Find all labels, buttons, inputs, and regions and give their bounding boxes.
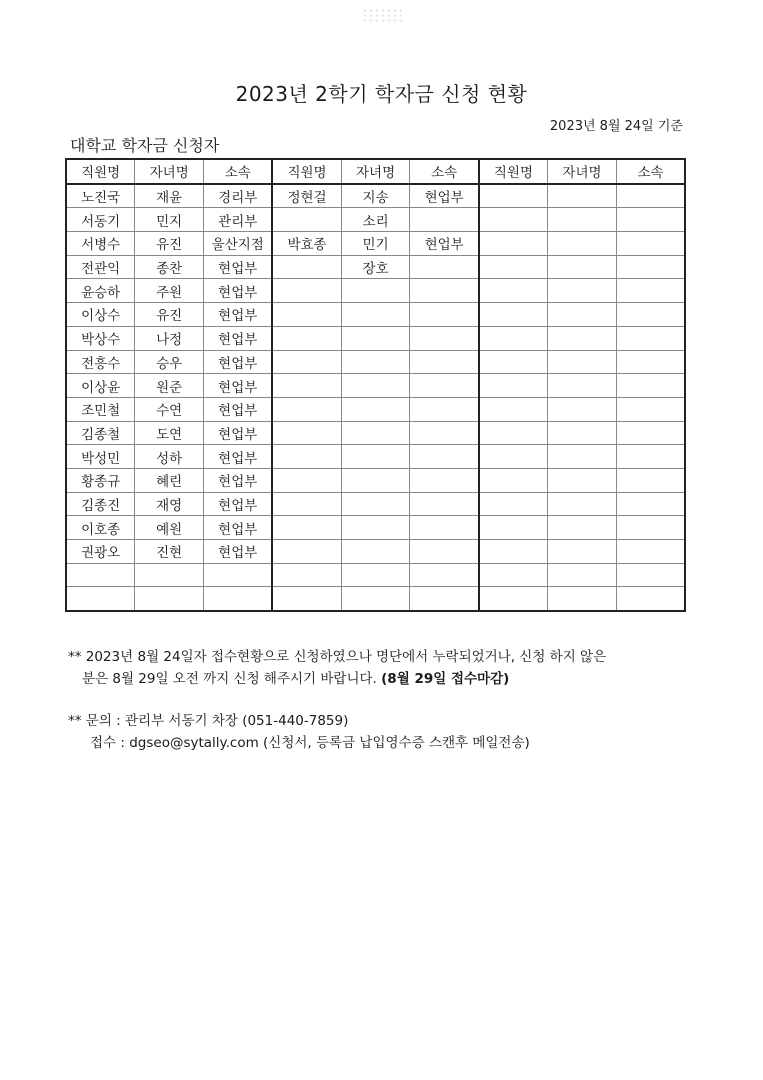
- notice-line-1: ** 2023년 8월 24일자 접수현황으로 신청하였으나 명단에서 누락되었거나, 신청 하지 않은: [68, 649, 607, 665]
- table-cell: [548, 468, 617, 492]
- submission-line: 접수 : dgseo@sytally.com (신청서, 등록금 납입영수증 스캔후 메일전송): [90, 735, 530, 751]
- table-cell: 서동기: [66, 208, 135, 232]
- table-cell: [616, 540, 685, 564]
- table-row: [66, 563, 685, 587]
- table-cell: [479, 208, 548, 232]
- table-cell: [616, 255, 685, 279]
- table-cell: [66, 563, 135, 587]
- table-cell: [341, 492, 410, 516]
- notice-deadline: [68, 646, 606, 690]
- table-cell: [479, 255, 548, 279]
- table-cell: [616, 397, 685, 421]
- table-row: [66, 374, 685, 398]
- table-cell: [479, 540, 548, 564]
- table-cell: 이호종: [66, 516, 135, 540]
- notice-line-2: [68, 668, 606, 690]
- reference-date: 2023년 8월 24일 기준: [549, 119, 683, 134]
- table-cell: 소리: [341, 208, 410, 232]
- table-cell: [616, 374, 685, 398]
- column-header: 자녀명: [341, 159, 410, 184]
- table-cell: [410, 326, 479, 350]
- applicant-table: [65, 158, 686, 612]
- table-cell: [616, 563, 685, 587]
- table-cell: [341, 374, 410, 398]
- table-row: [66, 587, 685, 611]
- table-cell: 원준: [135, 374, 204, 398]
- table-cell: 혜린: [135, 468, 204, 492]
- table-cell: 조민철: [66, 397, 135, 421]
- table-cell: 현업부: [204, 255, 273, 279]
- table-cell: 지송: [341, 184, 410, 208]
- table-cell: [272, 208, 341, 232]
- table-cell: [479, 279, 548, 303]
- table-cell: 예원: [135, 516, 204, 540]
- table-cell: [272, 421, 341, 445]
- table-cell: [410, 255, 479, 279]
- table-cell: [272, 303, 341, 327]
- notice-line-2-text: 분은 8월 29일 오전 까지 신청 해주시기 바랍니다.: [82, 671, 382, 687]
- table-cell: [548, 208, 617, 232]
- table-cell: [341, 326, 410, 350]
- table-cell: [341, 303, 410, 327]
- table-cell: [548, 255, 617, 279]
- table-cell: [410, 587, 479, 611]
- table-cell: 진현: [135, 540, 204, 564]
- table-cell: 현업부: [204, 492, 273, 516]
- table-cell: [548, 492, 617, 516]
- table-cell: [272, 350, 341, 374]
- table-row: [66, 397, 685, 421]
- table-row: [66, 279, 685, 303]
- table-cell: [479, 232, 548, 256]
- table-cell: [204, 563, 273, 587]
- table-cell: [410, 303, 479, 327]
- table-cell: [341, 350, 410, 374]
- table-cell: 박상수: [66, 326, 135, 350]
- table-cell: [616, 208, 685, 232]
- table-cell: [616, 279, 685, 303]
- table-row: [66, 255, 685, 279]
- table-cell: 현업부: [204, 421, 273, 445]
- table-cell: 박효종: [272, 232, 341, 256]
- scan-smudge: [362, 8, 402, 22]
- table-cell: [341, 468, 410, 492]
- table-cell: [272, 279, 341, 303]
- table-cell: [479, 421, 548, 445]
- table-cell: [548, 232, 617, 256]
- table-cell: [616, 421, 685, 445]
- table-cell: [135, 563, 204, 587]
- table-cell: 정현걸: [272, 184, 341, 208]
- column-header: 소속: [204, 159, 273, 184]
- table-cell: 현업부: [204, 374, 273, 398]
- table-cell: [272, 397, 341, 421]
- notice-contact: [68, 710, 530, 754]
- table-row: [66, 326, 685, 350]
- table-cell: [479, 350, 548, 374]
- table-cell: [479, 326, 548, 350]
- table-cell: [548, 540, 617, 564]
- table-cell: [272, 587, 341, 611]
- table-cell: [272, 563, 341, 587]
- table-row: [66, 184, 685, 208]
- table-cell: [548, 563, 617, 587]
- table-cell: [410, 421, 479, 445]
- table-row: [66, 421, 685, 445]
- table-row: [66, 350, 685, 374]
- table-cell: 민기: [341, 232, 410, 256]
- table-cell: [616, 516, 685, 540]
- table-cell: [616, 468, 685, 492]
- table-cell: 승우: [135, 350, 204, 374]
- contact-line: ** 문의 : 관리부 서동기 차장 (051-440-7859): [68, 713, 349, 729]
- table-cell: [479, 184, 548, 208]
- table-cell: 현업부: [204, 468, 273, 492]
- column-header: 직원명: [479, 159, 548, 184]
- table-cell: 민지: [135, 208, 204, 232]
- deadline-emphasis: (8월 29일 접수마감): [381, 671, 510, 687]
- table-header-row: [66, 159, 685, 184]
- table-cell: 수연: [135, 397, 204, 421]
- table-cell: 울산지점: [204, 232, 273, 256]
- table-cell: 박성민: [66, 445, 135, 469]
- table-cell: [616, 184, 685, 208]
- column-header: 직원명: [66, 159, 135, 184]
- table-cell: [548, 445, 617, 469]
- document-title: 2023년 2학기 학자금 신청 현황: [235, 82, 528, 106]
- table-cell: [272, 492, 341, 516]
- table-cell: [410, 492, 479, 516]
- table-cell: [479, 468, 548, 492]
- section-title: 대학교 학자금 신청자: [70, 136, 220, 155]
- table-cell: 유진: [135, 232, 204, 256]
- table-cell: [479, 374, 548, 398]
- table-cell: [616, 492, 685, 516]
- table-cell: [548, 374, 617, 398]
- table-cell: [410, 208, 479, 232]
- table-cell: [548, 516, 617, 540]
- table-cell: 현업부: [204, 350, 273, 374]
- table-cell: [479, 445, 548, 469]
- table-cell: [410, 540, 479, 564]
- table-cell: [410, 563, 479, 587]
- table-cell: 경리부: [204, 184, 273, 208]
- table-cell: [479, 587, 548, 611]
- table-cell: [548, 421, 617, 445]
- table-cell: 종찬: [135, 255, 204, 279]
- table-cell: [272, 255, 341, 279]
- table-cell: 현업부: [410, 184, 479, 208]
- table-cell: [410, 374, 479, 398]
- table-cell: [616, 303, 685, 327]
- table-row: [66, 445, 685, 469]
- table-cell: [548, 397, 617, 421]
- table-cell: [479, 563, 548, 587]
- table-cell: 서병수: [66, 232, 135, 256]
- table-cell: [341, 540, 410, 564]
- table-cell: 이상윤: [66, 374, 135, 398]
- table-cell: 유진: [135, 303, 204, 327]
- table-cell: [410, 350, 479, 374]
- table-row: [66, 208, 685, 232]
- table-cell: 윤승하: [66, 279, 135, 303]
- table-cell: 재윤: [135, 184, 204, 208]
- table-cell: [616, 232, 685, 256]
- table-cell: 현업부: [204, 279, 273, 303]
- table-cell: [66, 587, 135, 611]
- table-cell: [204, 587, 273, 611]
- table-cell: 권광오: [66, 540, 135, 564]
- table-cell: [616, 326, 685, 350]
- table-cell: 김종철: [66, 421, 135, 445]
- table-cell: [479, 303, 548, 327]
- table-cell: 장호: [341, 255, 410, 279]
- table-row: [66, 232, 685, 256]
- table-cell: 현업부: [204, 397, 273, 421]
- table-cell: [272, 326, 341, 350]
- table-cell: [410, 468, 479, 492]
- table-cell: [341, 279, 410, 303]
- column-header: 소속: [410, 159, 479, 184]
- column-header: 직원명: [272, 159, 341, 184]
- table-cell: 재영: [135, 492, 204, 516]
- table-cell: 현업부: [410, 232, 479, 256]
- table-cell: 전흥수: [66, 350, 135, 374]
- table-cell: [548, 303, 617, 327]
- table-cell: [341, 421, 410, 445]
- table-row: [66, 516, 685, 540]
- table-cell: [410, 516, 479, 540]
- table-cell: 이상수: [66, 303, 135, 327]
- table-cell: 현업부: [204, 445, 273, 469]
- table-cell: 전관익: [66, 255, 135, 279]
- table-cell: [341, 445, 410, 469]
- table-cell: 김종진: [66, 492, 135, 516]
- table-cell: 주원: [135, 279, 204, 303]
- table-row: [66, 492, 685, 516]
- table-cell: [341, 516, 410, 540]
- table-row: [66, 540, 685, 564]
- table-cell: [616, 587, 685, 611]
- table-cell: [479, 516, 548, 540]
- table-cell: [272, 540, 341, 564]
- table-cell: [341, 587, 410, 611]
- table-cell: [616, 350, 685, 374]
- table-cell: [272, 468, 341, 492]
- table-cell: [272, 445, 341, 469]
- table-cell: 현업부: [204, 303, 273, 327]
- table-cell: [341, 563, 410, 587]
- table-cell: 나정: [135, 326, 204, 350]
- table-cell: 도연: [135, 421, 204, 445]
- table-cell: 현업부: [204, 516, 273, 540]
- table-cell: [410, 279, 479, 303]
- table-cell: [616, 445, 685, 469]
- table-body: [66, 184, 685, 611]
- table-cell: [548, 350, 617, 374]
- table-cell: 현업부: [204, 540, 273, 564]
- table-cell: [272, 374, 341, 398]
- table-cell: 관리부: [204, 208, 273, 232]
- table-cell: [410, 397, 479, 421]
- table-cell: [479, 397, 548, 421]
- table-cell: 성하: [135, 445, 204, 469]
- table-cell: [135, 587, 204, 611]
- table-cell: [548, 279, 617, 303]
- column-header: 자녀명: [135, 159, 204, 184]
- column-header: 자녀명: [548, 159, 617, 184]
- table-cell: [548, 184, 617, 208]
- table-cell: [272, 516, 341, 540]
- table-cell: [479, 492, 548, 516]
- table-row: [66, 468, 685, 492]
- table-cell: 황종규: [66, 468, 135, 492]
- table-cell: [548, 326, 617, 350]
- table-cell: [341, 397, 410, 421]
- table-row: [66, 303, 685, 327]
- table-cell: [548, 587, 617, 611]
- table-cell: 노진국: [66, 184, 135, 208]
- table-cell: [410, 445, 479, 469]
- column-header: 소속: [616, 159, 685, 184]
- table-cell: 현업부: [204, 326, 273, 350]
